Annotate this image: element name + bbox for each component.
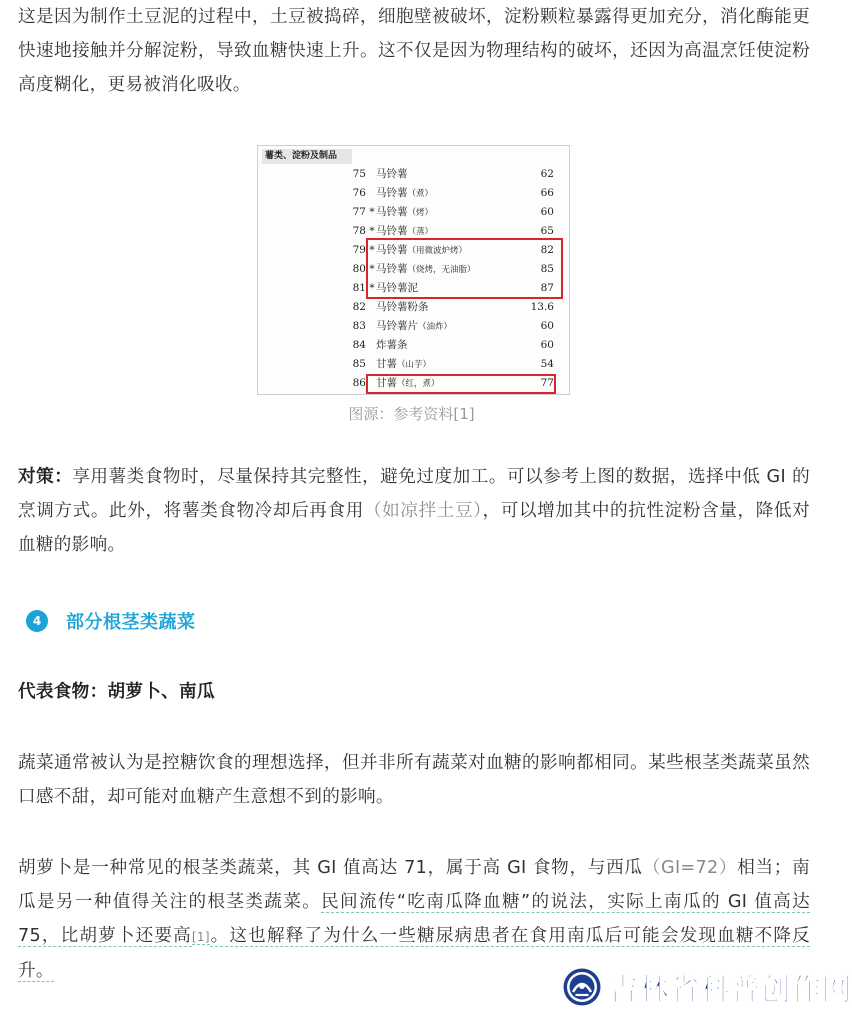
food-name <box>376 355 431 375</box>
gi-value: 60 <box>540 320 554 332</box>
gi-value: 60 <box>540 339 554 351</box>
cooking-note: （油炸） <box>418 322 453 332</box>
gi-value: 62 <box>540 168 554 180</box>
watermark-text: 吉林省科普创作网 <box>608 973 852 1008</box>
gi-value: 77 <box>540 377 554 389</box>
row-number: 77 <box>352 206 366 218</box>
countermeasure-text-b: ，可以增加其中的抗性淀粉含量，降低对血糖的影响。 <box>18 501 811 555</box>
food-name <box>376 203 433 223</box>
watermark <box>562 966 852 1008</box>
gi-value: 13.6 <box>530 301 554 313</box>
food-name <box>376 298 429 318</box>
row-number: 75 <box>352 168 366 180</box>
cooking-note: （煮） <box>407 189 434 199</box>
gi-value: 85 <box>540 263 554 275</box>
cooking-note: （山芋） <box>397 360 432 370</box>
food-label: 炸薯条 <box>376 339 408 351</box>
highlight-box-sweet-potato <box>366 374 556 394</box>
table-row <box>258 165 571 184</box>
paragraph-countermeasure <box>18 460 810 562</box>
cooking-note: （烧烤，无油脂） <box>407 265 476 275</box>
food-label: 马铃薯 <box>376 206 408 218</box>
table-row <box>258 317 571 336</box>
countermeasure-text-a: 享用薯类食物时，尽量保持其完整性，避免过度加工。可以参考上图的数据，选择中低 GI 的烹调方式。此外，将薯类食物冷却后再食用 <box>18 467 810 521</box>
food-name <box>376 336 408 356</box>
pumpkin-text: 相当；南瓜是另一种值得关注的根茎类蔬菜。 <box>18 858 811 912</box>
row-number: 83 <box>352 320 366 332</box>
food-label: 甘薯 <box>376 358 397 370</box>
cooking-note: （烤） <box>407 208 434 218</box>
table-row <box>258 355 571 374</box>
paragraph-vegetables: 蔬菜通常被认为是控糖饮食的理想选择，但并非所有蔬菜对血糖的影响都相同。某些根茎类蔬菜虽然口感不甜，却可能对血糖产生意想不到的影响。 <box>18 753 810 807</box>
gi-value: 82 <box>540 244 554 256</box>
emblem-icon <box>562 967 602 1007</box>
food-name <box>376 165 408 185</box>
section-number-badge: 4 <box>26 610 48 632</box>
food-label: 甘薯 <box>376 377 397 389</box>
cooking-note: （红，煮） <box>397 379 440 389</box>
representative-foods: 代表食物：胡萝卜、南瓜 <box>18 682 215 702</box>
food-name <box>376 184 433 204</box>
food-label: 马铃薯泥 <box>376 282 418 294</box>
food-label: 马铃薯 <box>376 263 408 275</box>
gi-value: 66 <box>540 187 554 199</box>
cooking-note: （用微波炉烤） <box>407 246 468 256</box>
row-star: * <box>369 282 375 294</box>
gi-table-figure <box>257 145 570 395</box>
row-number: 84 <box>352 339 366 351</box>
row-number: 86 <box>352 377 366 389</box>
table-row <box>258 203 571 222</box>
row-star: * <box>369 263 375 275</box>
food-label: 马铃薯粉条 <box>376 301 429 313</box>
row-number: 76 <box>352 187 366 199</box>
watermelon-gi: （GI=72） <box>642 858 738 878</box>
paragraph-mashed-potato: 这是因为制作土豆泥的过程中，土豆被捣碎，细胞壁被破坏，淀粉颗粒暴露得更加充分，消化酶能更快速地接触并分解淀粉，导致血糖快速上升。这不仅是因为物理结构的破坏，还因为高温烹饪使淀粉高度糊化，更易被消化吸收。 <box>18 7 810 95</box>
row-number: 85 <box>352 358 366 370</box>
figure-caption: 图源：参考资料[1] <box>348 405 475 423</box>
food-name <box>376 317 452 337</box>
countermeasure-lead: 对策： <box>18 467 73 487</box>
underlined-claim: 民间流传“吃南瓜降血糖”的说法，实际上南瓜的 GI 值高达 75，比胡萝卜还要高 <box>18 892 810 946</box>
countermeasure-example: （如凉拌土豆） <box>363 501 483 521</box>
gi-value: 54 <box>540 358 554 370</box>
gi-value: 65 <box>540 225 554 237</box>
table-row <box>258 184 571 203</box>
row-star: * <box>369 225 375 237</box>
row-number: 80 <box>352 263 366 275</box>
section-title: 部分根茎类蔬菜 <box>66 612 196 633</box>
gi-value: 87 <box>540 282 554 294</box>
row-star: * <box>369 244 375 256</box>
section-heading <box>26 606 196 636</box>
underlined-explanation: 。这也解释了为什么一些糖尿病患者在食用南瓜后可能会发现血糖不降反升。 <box>18 926 811 981</box>
row-number: 78 <box>352 225 366 237</box>
row-star: * <box>369 206 375 218</box>
food-label: 马铃薯 <box>376 225 408 237</box>
gi-value: 60 <box>540 206 554 218</box>
reference-link[interactable]: [1] <box>191 930 210 944</box>
table-row <box>258 298 571 317</box>
food-label: 马铃薯 <box>376 168 408 180</box>
row-number: 79 <box>352 244 366 256</box>
food-label: 马铃薯片 <box>376 320 418 332</box>
figure-header: 薯类、淀粉及制品 <box>262 149 352 164</box>
row-number: 81 <box>352 282 366 294</box>
highlight-box-potato <box>366 238 563 299</box>
table-row <box>258 336 571 355</box>
cooking-note: （蒸） <box>407 227 434 237</box>
carrot-text: 胡萝卜是一种常见的根茎类蔬菜，其 GI 值高达 71，属于高 GI 食物，与西瓜 <box>18 858 643 878</box>
row-number: 82 <box>352 301 366 313</box>
food-label: 马铃薯 <box>376 244 408 256</box>
food-label: 马铃薯 <box>376 187 408 199</box>
